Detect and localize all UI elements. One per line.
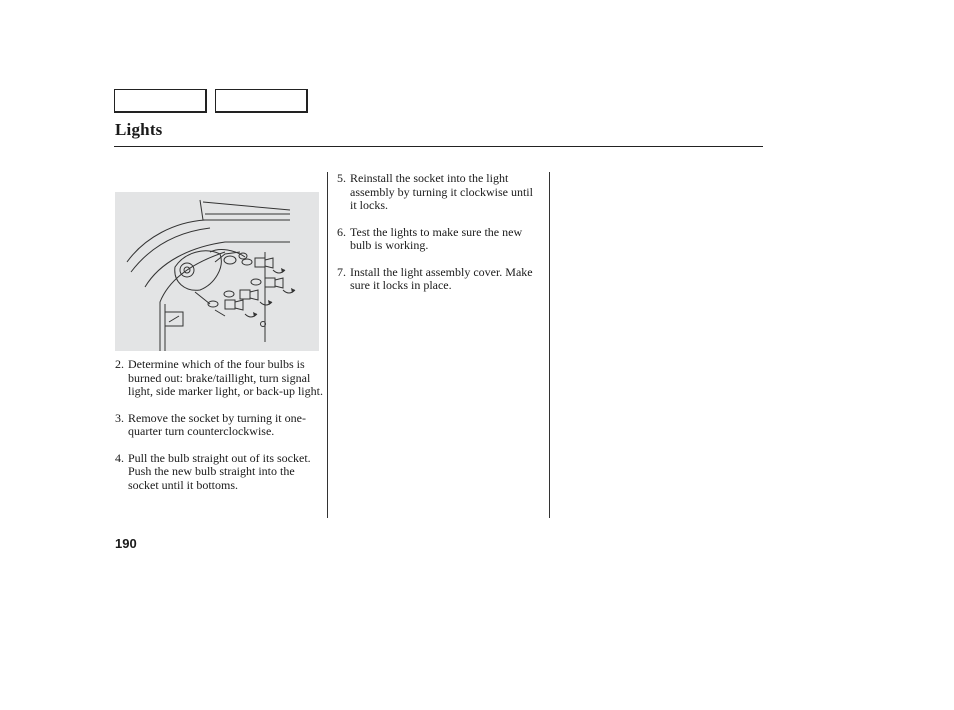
- taillight-diagram-icon: [115, 192, 319, 351]
- instruction-steps-middle: [337, 172, 542, 306]
- title-divider: [114, 146, 763, 147]
- column-divider: [549, 172, 550, 518]
- list-item: 2. Determine which of the four bulbs is burned out: brake/taillight, turn signal light, side marker light, or back-up light.: [115, 357, 323, 398]
- taillight-bulb-illustration: [115, 192, 319, 351]
- list-item: 6. Test the lights to make sure the new bulb is working.: [337, 224, 523, 252]
- list-item: 4. Pull the bulb straight out of its socket. Push the new bulb straight into the socket until it bottoms.: [115, 450, 311, 492]
- page-number: 190: [115, 536, 137, 551]
- column-divider: [327, 172, 328, 518]
- page-title: Lights: [115, 120, 163, 139]
- list-item: 5. Reinstall the socket into the light assembly by turning it clockwise until it locks.: [337, 171, 533, 212]
- instruction-steps-left: [115, 358, 325, 505]
- list-item: 3. Remove the socket by turning it one-quarter turn counterclockwise.: [115, 410, 306, 438]
- nav-button-previous[interactable]: [114, 89, 207, 113]
- list-item: 7. Install the light assembly cover. Make sure it locks in place.: [337, 264, 533, 292]
- nav-button-next[interactable]: [215, 89, 308, 113]
